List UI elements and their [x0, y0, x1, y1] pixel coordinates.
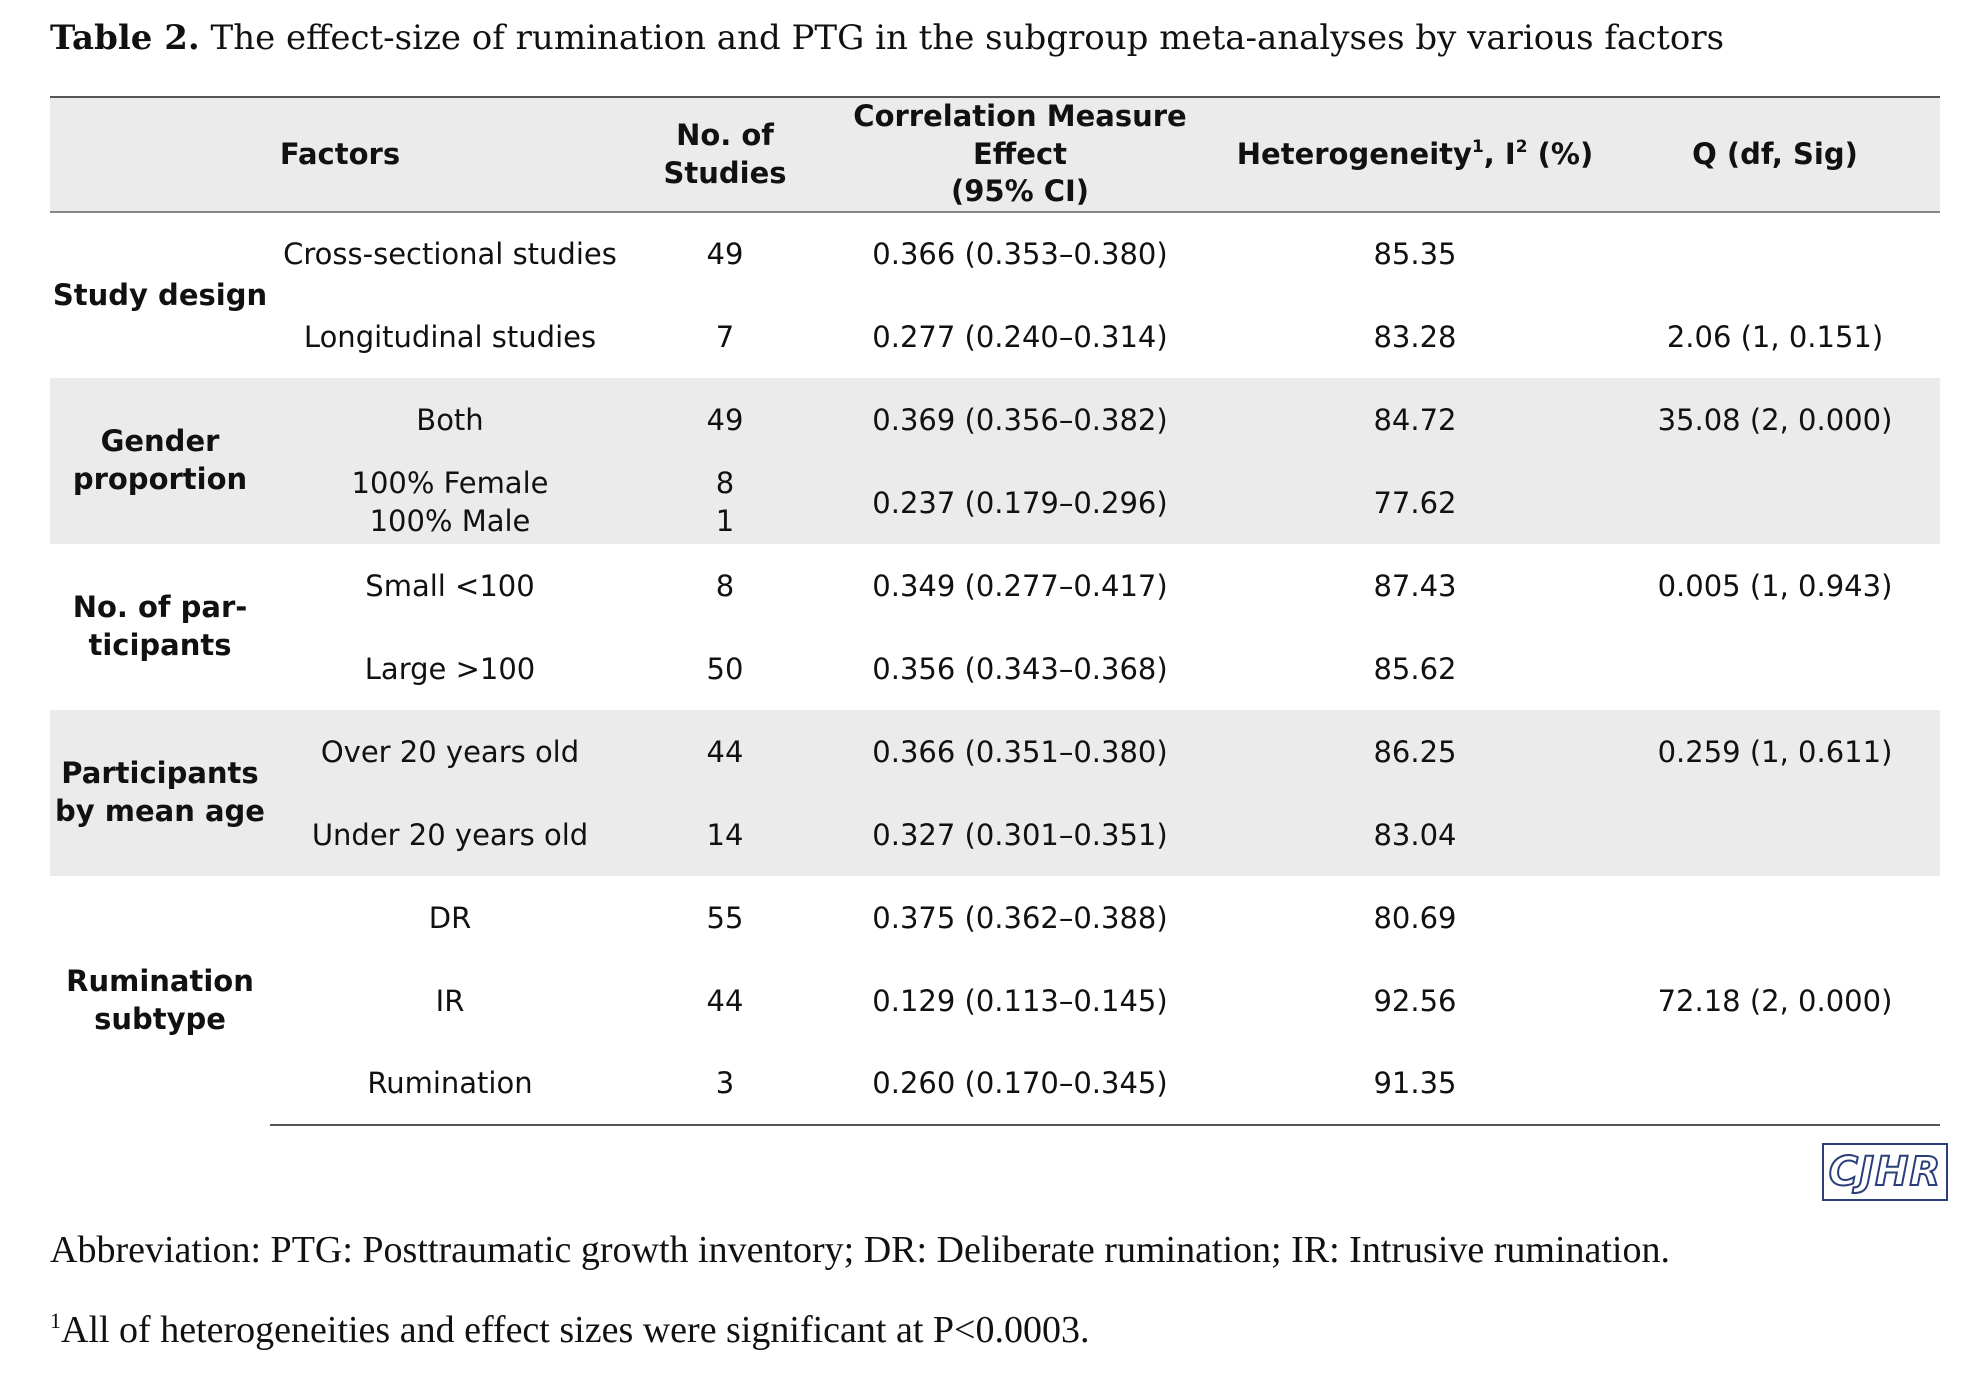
journal-logo: CJHR [1822, 1143, 1948, 1201]
table-caption [50, 18, 1724, 58]
cell-effect: 0.277 (0.240–0.314) [872, 319, 1168, 354]
group-label-age: Participants by mean age [50, 710, 270, 876]
cell-factor: 100% Female 100% Male [270, 461, 630, 544]
group-label-study-design: Study design [52, 277, 268, 312]
cell-heterogeneity: 77.62 [1220, 461, 1610, 544]
group-label-subtype: Rumination subtype [66, 963, 254, 1036]
cell-effect: 0.237 (0.179–0.296) [820, 461, 1220, 544]
header-heterogeneity: Heterogeneity$^1$, $I^2$ (%) [1220, 97, 1610, 212]
cell-factor: Cross-sectional studies [283, 237, 617, 272]
cell-factor: Both [270, 378, 630, 461]
table-caption-text: The effect-size of rumination and PTG in the subgroup meta-analyses by various factors [210, 18, 1725, 58]
table-row [50, 627, 1940, 710]
group-label-participants: No. of par- ticipants [72, 590, 248, 663]
cell-heterogeneity: 80.69 [1373, 900, 1457, 935]
cell-effect: 0.369 (0.356–0.382) [820, 378, 1220, 461]
cell-heterogeneity: 83.28 [1373, 319, 1457, 354]
cell-heterogeneity: 87.43 [1373, 568, 1457, 603]
cell-effect: 0.260 (0.170–0.345) [820, 1042, 1220, 1125]
table-row [50, 1042, 1940, 1125]
cell-effect: 0.366 (0.351–0.380) [820, 710, 1220, 793]
footnote [50, 1308, 1089, 1352]
group-label-gender: Gender proportion [50, 378, 270, 544]
cell-factor: Rumination [270, 1042, 630, 1125]
cell-n: 8 1 [630, 461, 820, 544]
cell-q [1610, 627, 1940, 710]
cell-n: 14 [630, 793, 820, 876]
cell-n: 50 [706, 651, 744, 686]
cell-heterogeneity: 84.72 [1220, 378, 1610, 461]
cell-heterogeneity: 85.35 [1373, 237, 1457, 272]
cell-n: 7 [715, 319, 735, 354]
table-row [50, 378, 1940, 461]
cell-q: 72.18 (2, 0.000) [1657, 983, 1893, 1018]
cell-n: 49 [630, 378, 820, 461]
header-factors: Factors [50, 97, 630, 212]
cell-n: 49 [706, 237, 744, 272]
cell-q [1610, 1042, 1940, 1125]
cell-n: 3 [630, 1042, 820, 1125]
cell-n: 55 [706, 900, 744, 935]
cell-effect: 0.327 (0.301–0.351) [820, 793, 1220, 876]
cell-effect: 0.129 (0.113–0.145) [872, 983, 1168, 1018]
cell-n: 44 [706, 983, 744, 1018]
cell-q: 0.259 (1, 0.611) [1610, 710, 1940, 793]
cell-n: 8 [715, 568, 735, 603]
header-q: Q (df, Sig) [1610, 97, 1940, 212]
footnote-marker: 1 [50, 1308, 61, 1333]
table-row [50, 959, 1940, 1042]
table-row [50, 793, 1940, 876]
cell-q [1610, 212, 1940, 295]
table-caption-label: Table 2. [50, 18, 200, 58]
cell-q [1610, 876, 1940, 959]
cell-heterogeneity: 92.56 [1373, 983, 1457, 1018]
cell-factor: Over 20 years old [270, 710, 630, 793]
cell-q [1610, 793, 1940, 876]
cell-n: 44 [630, 710, 820, 793]
cell-heterogeneity: 83.04 [1220, 793, 1610, 876]
table-row [50, 710, 1940, 793]
cell-effect: 0.349 (0.277–0.417) [872, 568, 1168, 603]
table-row [50, 295, 1940, 378]
cell-heterogeneity: 85.62 [1373, 651, 1457, 686]
subgroup-table [50, 96, 1940, 1126]
header-effect: Correlation Measure Effect (95% CI) [820, 97, 1220, 212]
cell-q: 2.06 (1, 0.151) [1666, 319, 1884, 354]
header-studies: No. of Studies [630, 97, 820, 212]
table-row [50, 876, 1940, 959]
cell-factor: Under 20 years old [270, 793, 630, 876]
cell-q: 35.08 (2, 0.000) [1610, 378, 1940, 461]
cell-factor: Longitudinal studies [303, 319, 597, 354]
table-row [50, 461, 1940, 544]
cell-heterogeneity: 86.25 [1220, 710, 1610, 793]
cell-effect: 0.356 (0.343–0.368) [872, 651, 1168, 686]
cell-factor: IR [435, 983, 465, 1018]
cell-factor: DR [428, 900, 472, 935]
cell-q [1610, 461, 1940, 544]
abbreviation-note: Abbreviation: PTG: Posttraumatic growth inventory; DR: Deliberate rumination; IR: Intrusive rumination. [50, 1229, 1670, 1271]
cell-heterogeneity: 91.35 [1220, 1042, 1610, 1125]
cell-effect: 0.366 (0.353–0.380) [872, 237, 1168, 272]
table-row [50, 544, 1940, 627]
table-row [50, 212, 1940, 295]
cell-effect: 0.375 (0.362–0.388) [872, 900, 1168, 935]
cell-factor: Large >100 [364, 651, 536, 686]
table-header-row [50, 97, 1940, 212]
footnote-text: All of heterogeneities and effect sizes were significant at P<0.0003. [61, 1309, 1090, 1351]
cell-factor: Small <100 [365, 568, 535, 603]
cell-q: 0.005 (1, 0.943) [1657, 568, 1893, 603]
